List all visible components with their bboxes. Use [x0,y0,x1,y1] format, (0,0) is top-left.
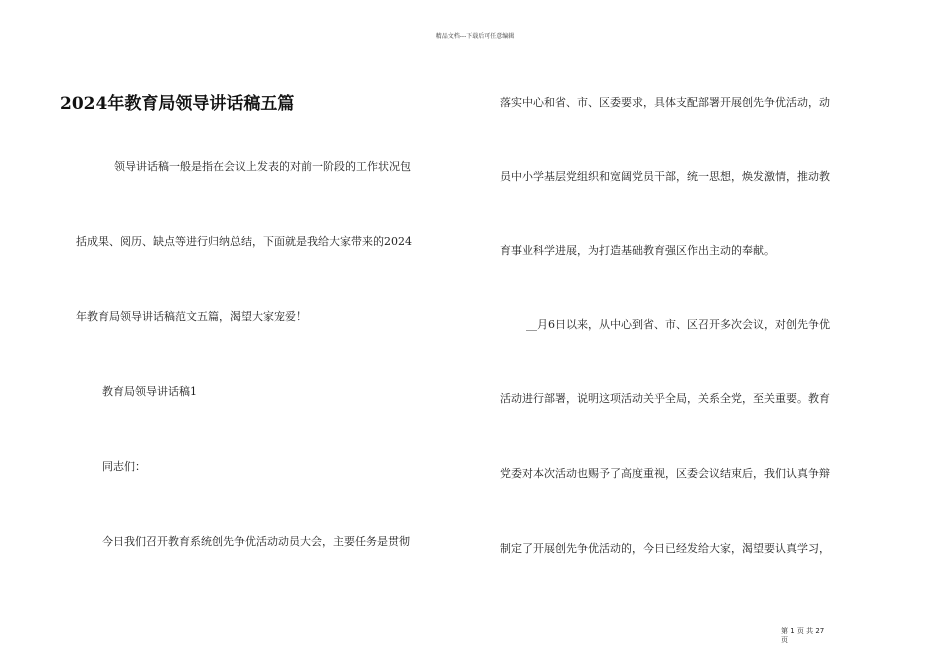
document-title: 2024年教育局领导讲话稿五篇 [60,94,295,114]
right-line-6: 党委对本次活动也赐予了高度重视，区委会议结束后，我们认真争辩 [500,467,830,480]
left-line-5: 同志们： [102,460,146,473]
page-number-label: 第 1 页 共 27 [781,627,825,635]
page-number-label-cont: 页 [781,636,788,644]
left-line-4: 教育局领导讲话稿1 [102,385,197,398]
left-line-2: 括成果、阅历、缺点等进行归纳总结，下面就是我给大家带来的2024 [76,235,412,248]
left-line-6: 今日我们召开教育系统创先争优活动动员大会，主要任务是贯彻 [102,535,410,548]
page-number [781,627,843,645]
header-note: 精品文档---下载后可任意编辑 [435,33,515,40]
right-line-3: 育事业科学进展，为打造基础教育强区作出主动的奉献。 [500,244,775,257]
right-line-1: 落实中心和省、市、区委要求，具体支配部署开展创先争优活动，动 [500,96,830,109]
right-line-4: __月6日以来，从中心到省、市、区召开多次会议，对创先争优 [526,318,830,331]
left-line-1: 领导讲话稿一般是指在会议上发表的对前一阶段的工作状况包 [114,160,411,173]
right-line-5: 活动进行部署，说明这项活动关乎全局，关系全党，至关重要。教育 [500,392,830,405]
right-line-2: 员中小学基层党组织和宽阔党员干部，统一思想，焕发激情，推动教 [500,170,830,183]
left-line-3: 年教育局领导讲话稿范文五篇，渴望大家宠爱！ [76,310,307,323]
right-line-7: 制定了开展创先争优活动的，今日已经发给大家，渴望要认真学习， [500,542,830,555]
